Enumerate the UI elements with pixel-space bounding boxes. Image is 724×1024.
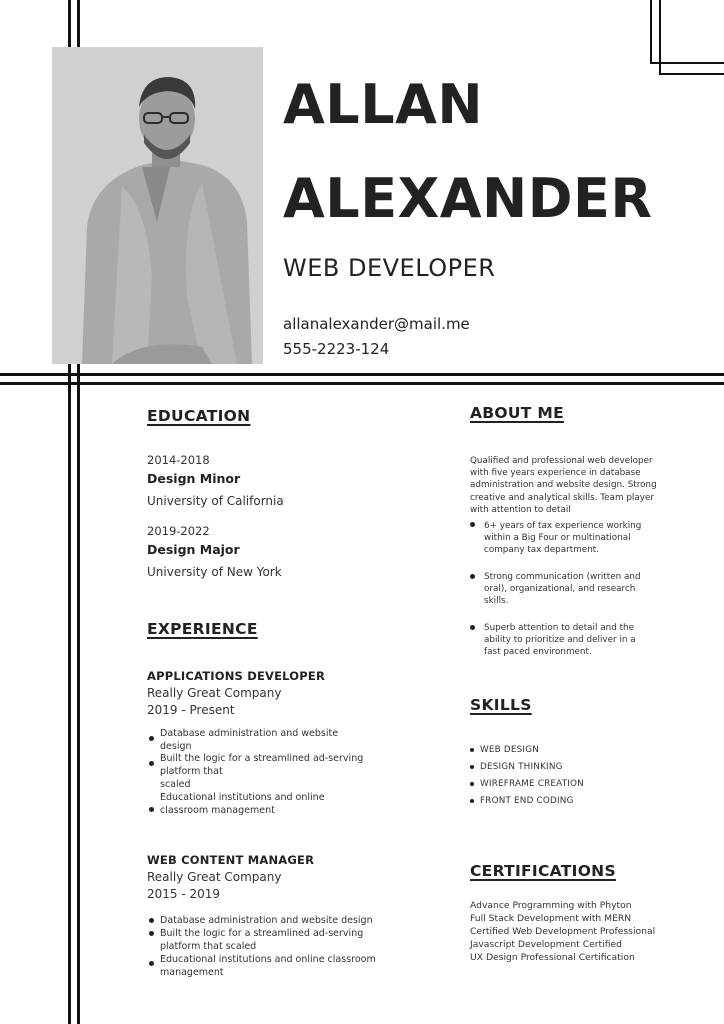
about-bullet: Superb attention to detail and the ability to prioritize and deliver in a fast paced environment. [484, 623, 636, 658]
bullet-dot [470, 765, 474, 769]
certification-item: UX Design Professional Certification [470, 952, 635, 963]
bullet-dot [470, 782, 474, 786]
job-line: design [160, 741, 192, 752]
job-title-web-content-manager: WEB CONTENT MANAGER [147, 853, 315, 867]
corner-line-vertical-1 [650, 0, 652, 63]
bullet-dot [149, 761, 154, 766]
job-line: platform that scaled [160, 941, 257, 952]
job-company: Really Great Company [147, 686, 282, 700]
skill-item: WEB DESIGN [480, 745, 539, 755]
bullet-dot [149, 918, 154, 923]
job-title: WEB DEVELOPER [283, 254, 496, 282]
education-heading: EDUCATION [147, 407, 251, 425]
job-line: Database administration and website design [160, 915, 373, 926]
frame-line-horizontal-top [0, 373, 724, 376]
education-degree: Design Major [147, 542, 240, 557]
bullet-dot [149, 931, 154, 936]
first-name: ALLAN [283, 73, 484, 136]
education-years: 2019-2022 [147, 524, 210, 538]
certification-item: Certified Web Development Professional [470, 926, 656, 937]
job-line: Built the logic for a streamlined ad-serving [160, 753, 364, 764]
phone-text: 555-2223-124 [283, 340, 390, 358]
bullet-dot [149, 961, 154, 966]
about-summary: Qualified and professional web developer with five years experience in database administration and website design. Strong creative and analytical skills. Team player with attention to detail [470, 456, 657, 515]
skill-item: FRONT END CODING [480, 796, 574, 806]
email-text: allanalexander@mail.me [283, 315, 470, 333]
education-school: University of California [147, 494, 284, 508]
job-line: Educational institutions and online classroom [160, 954, 376, 965]
experience-heading: EXPERIENCE [147, 620, 258, 638]
job-line: scaled [160, 779, 191, 790]
education-years: 2014-2018 [147, 453, 210, 467]
job-period: 2019 - Present [147, 703, 235, 717]
bullet-dot [470, 799, 474, 803]
profile-photo [52, 47, 263, 364]
about-bullet: 6+ years of tax experience working within a Big Four or multinational company tax department. [484, 521, 642, 556]
job-line: Educational institutions and online [160, 792, 325, 803]
bullet-dot [470, 625, 475, 630]
full-name [283, 58, 713, 246]
job-line: Database administration and website [160, 728, 339, 739]
certifications-heading: CERTIFICATIONS [470, 862, 616, 880]
job-title-applications-developer: APPLICATIONS DEVELOPER [147, 669, 326, 683]
certification-item: Full Stack Development with MERN [470, 913, 632, 924]
job-line: platform that [160, 766, 223, 777]
education-school: University of New York [147, 565, 282, 579]
skills-heading: SKILLS [470, 696, 532, 714]
skill-item: WIREFRAME CREATION [480, 779, 584, 789]
skill-item: DESIGN THINKING [480, 762, 563, 772]
bullet-dot [149, 736, 154, 741]
certification-item: Javascript Development Certified [470, 939, 622, 950]
about-heading: ABOUT ME [470, 404, 564, 422]
education-degree: Design Minor [147, 471, 241, 486]
job-line: classroom management [160, 805, 275, 816]
job-period: 2015 - 2019 [147, 887, 221, 901]
bullet-dot [149, 807, 154, 812]
bullet-dot [470, 522, 475, 527]
certification-item: Advance Programming with Phyton [470, 900, 632, 911]
last-name: ALEXANDER [283, 167, 653, 230]
frame-line-horizontal-bottom [0, 382, 724, 385]
bullet-dot [470, 574, 475, 579]
about-bullet: Strong communication (written and oral), organizational, and research skills. [484, 572, 641, 607]
job-line: management [160, 967, 224, 978]
job-company: Really Great Company [147, 870, 282, 884]
job-line: Built the logic for a streamlined ad-serving [160, 928, 364, 939]
bullet-dot [470, 748, 474, 752]
